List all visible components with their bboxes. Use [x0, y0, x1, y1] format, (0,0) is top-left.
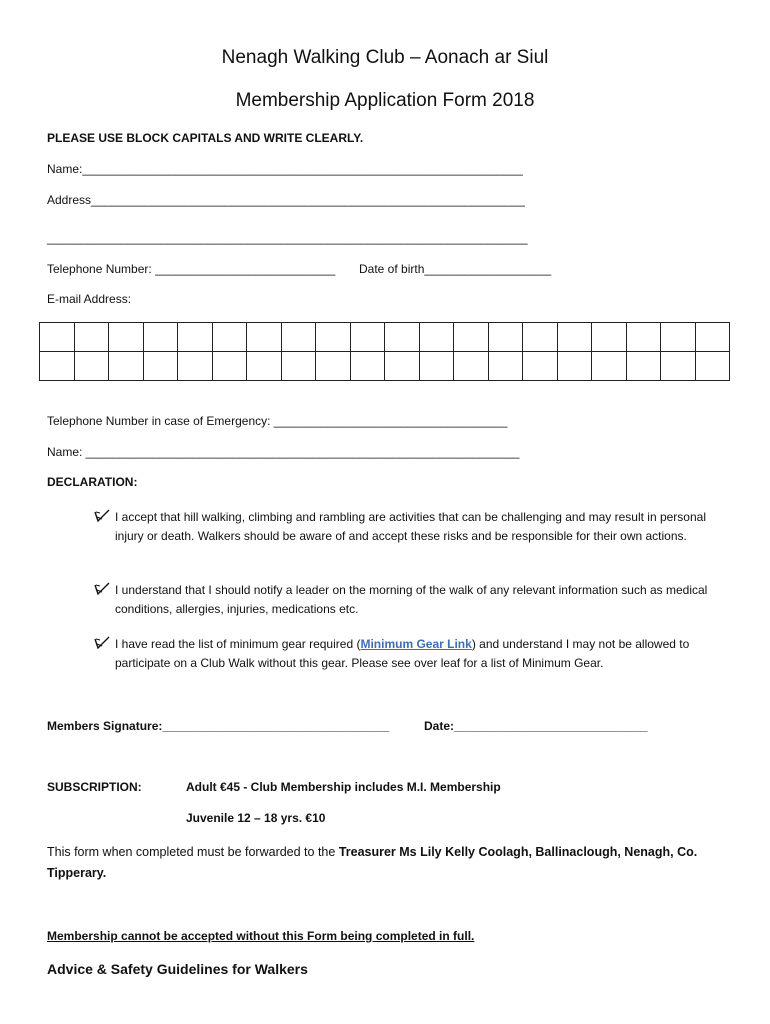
subscription-juvenile: Juvenile 12 – 18 yrs. €10 — [186, 811, 326, 825]
email-cell[interactable] — [419, 323, 454, 352]
declaration-text: I understand that I should notify a leader on the morning of the walk of any relevant information such as medical conditions, allergies, injuries, medications etc. — [115, 583, 708, 616]
email-cell[interactable] — [143, 323, 178, 352]
email-cell[interactable] — [40, 352, 75, 381]
email-cell[interactable] — [488, 352, 523, 381]
minimum-gear-link[interactable]: Minimum Gear Link — [360, 637, 472, 651]
page-title: Nenagh Walking Club – Aonach ar Siul — [221, 47, 549, 68]
telephone-field[interactable]: Telephone Number: ___________________________ — [47, 262, 336, 276]
email-cell[interactable] — [40, 323, 75, 352]
checkmark-icon — [93, 635, 113, 653]
members-signature-field[interactable]: Members Signature:__________________________________ — [47, 719, 390, 733]
declaration-item — [93, 508, 733, 546]
email-cell[interactable] — [695, 352, 730, 381]
declaration-heading: DECLARATION: — [47, 475, 138, 489]
email-cell[interactable] — [143, 352, 178, 381]
email-cell[interactable] — [109, 323, 144, 352]
signature-date-field[interactable]: Date:_____________________________ — [424, 719, 648, 733]
email-cell[interactable] — [178, 323, 213, 352]
email-label: E-mail Address: — [47, 292, 132, 306]
email-cell[interactable] — [661, 323, 696, 352]
email-cell[interactable] — [247, 352, 282, 381]
declaration-item — [93, 581, 733, 619]
forwarding-instructions — [47, 842, 717, 884]
email-cell[interactable] — [557, 323, 592, 352]
email-grid-row — [40, 352, 730, 381]
email-cell[interactable] — [247, 323, 282, 352]
email-cell[interactable] — [592, 323, 627, 352]
email-cell[interactable] — [695, 323, 730, 352]
treasurer-address: Treasurer Ms Lily Kelly Coolagh, Ballinaclough, Nenagh, Co. Tipperary. — [47, 845, 698, 880]
email-cell[interactable] — [454, 323, 489, 352]
emergency-name-field[interactable]: Name: _________________________________________________________________ — [47, 445, 520, 459]
email-cell[interactable] — [281, 352, 316, 381]
email-cell[interactable] — [178, 352, 213, 381]
email-cell[interactable] — [488, 323, 523, 352]
declaration-text-before: I have read the list of minimum gear required ( — [115, 637, 361, 651]
email-cell[interactable] — [350, 352, 385, 381]
subscription-label: SUBSCRIPTION: — [47, 780, 142, 794]
instructions: PLEASE USE BLOCK CAPITALS AND WRITE CLEARLY. — [47, 131, 364, 145]
checkmark-icon — [93, 581, 113, 599]
email-cell[interactable] — [419, 352, 454, 381]
email-cell[interactable] — [316, 352, 351, 381]
declaration-item — [93, 635, 733, 673]
email-grid[interactable] — [39, 322, 730, 381]
email-cell[interactable] — [281, 323, 316, 352]
declaration-text-after: ) and understand I may not be allowed to participate on a Club Walk without this gear. Please see over leaf for a list of Minimum Gear. — [115, 637, 690, 670]
emergency-phone-field[interactable]: Telephone Number in case of Emergency: ___________________________________ — [47, 414, 508, 428]
name-field[interactable]: Name:__________________________________________________________________ — [47, 162, 523, 176]
declaration-text — [115, 635, 733, 673]
checkmark-icon — [93, 508, 113, 526]
completion-notice: Membership cannot be accepted without this Form being completed in full. — [47, 929, 475, 943]
email-cell[interactable] — [592, 352, 627, 381]
email-cell[interactable] — [523, 323, 558, 352]
email-cell[interactable] — [385, 352, 420, 381]
email-cell[interactable] — [212, 352, 247, 381]
email-cell[interactable] — [350, 323, 385, 352]
page-subtitle: Membership Application Form 2018 — [235, 90, 535, 111]
email-cell[interactable] — [557, 352, 592, 381]
address-field[interactable]: Address_________________________________________________________________ — [47, 193, 525, 207]
email-cell[interactable] — [212, 323, 247, 352]
declaration-text: I accept that hill walking, climbing and rambling are activities that can be challenging and may result in personal injury or death. Walkers should be aware of and accept these risks and be responsible for their own actions. — [115, 510, 706, 543]
email-cell[interactable] — [316, 323, 351, 352]
email-grid-row — [40, 323, 730, 352]
email-cell[interactable] — [454, 352, 489, 381]
email-cell[interactable] — [74, 352, 109, 381]
email-cell[interactable] — [626, 352, 661, 381]
email-cell[interactable] — [661, 352, 696, 381]
email-cell[interactable] — [74, 323, 109, 352]
email-cell[interactable] — [385, 323, 420, 352]
subscription-adult: Adult €45 - Club Membership includes M.I. Membership — [186, 780, 501, 794]
address-line2-field[interactable]: ________________________________________________________________________ — [47, 231, 528, 245]
email-cell[interactable] — [109, 352, 144, 381]
advice-heading: Advice & Safety Guidelines for Walkers — [47, 961, 308, 977]
email-cell[interactable] — [523, 352, 558, 381]
forwarding-text: This form when completed must be forwarded to the — [47, 845, 339, 859]
email-cell[interactable] — [626, 323, 661, 352]
dob-field[interactable]: Date of birth___________________ — [359, 262, 552, 276]
